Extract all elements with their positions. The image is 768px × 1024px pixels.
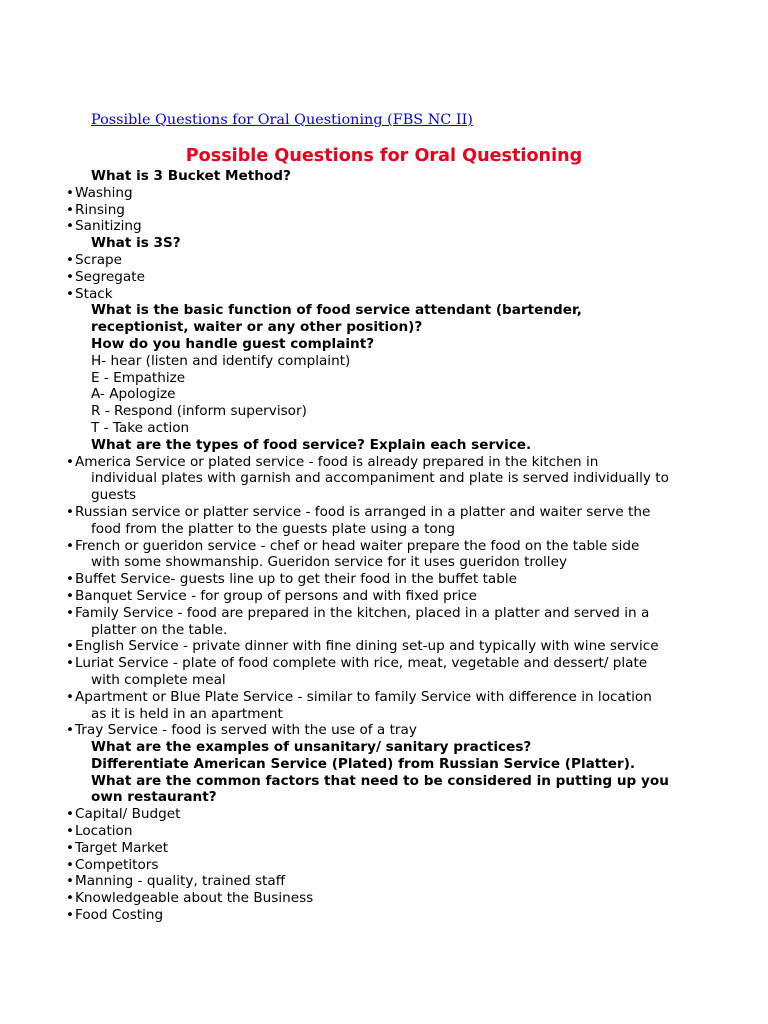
bullet-item-america-service: • America Service or plated service - food is already prepared in the kitchen in [0, 454, 768, 471]
bullet-continuation: food from the platter to the guests plate using a tong [91, 520, 455, 537]
question-restaurant-factors-cont: own restaurant? [91, 789, 217, 806]
bullet-item: • Food Costing [0, 907, 768, 924]
question-restaurant-factors: What are the common factors that need to be considered in putting up you [91, 772, 669, 789]
hear-step: H- hear (listen and identify complaint) [91, 352, 351, 369]
bullet-item-banquet-service: • Banquet Service - for group of persons and with fixed price [0, 588, 768, 605]
document-body [0, 168, 768, 924]
bullet-continuation: with complete meal [91, 671, 226, 688]
bullet-continuation: individual plates with garnish and accompaniment and plate is served individually to [91, 470, 669, 487]
apologize-step: A- Apologize [91, 386, 176, 403]
bullet-item-luriat-service: • Luriat Service - plate of food complete with rice, meat, vegetable and dessert/ plate [0, 655, 768, 672]
take-action-step: T - Take action [91, 419, 190, 436]
question-differentiate-service: Differentiate American Service (Plated) from Russian Service (Platter). [91, 755, 636, 772]
document-title-link[interactable]: Possible Questions for Oral Questioning (FBS NC II) [91, 112, 473, 128]
question-food-service-types: What are the types of food service? Explain each service. [91, 436, 532, 453]
bullet-item: • Competitors [0, 857, 768, 874]
bullet-item: • Sanitizing [0, 218, 768, 235]
bullet-item-french-service: • French or gueridon service - chef or head waiter prepare the food on the table side [0, 538, 768, 555]
question-basic-function: What is the basic function of food service attendant (bartender, [91, 302, 582, 319]
bullet-item: • Segregate [0, 269, 768, 286]
bullet-continuation: with some showmanship. Gueridon service for it uses gueridon trolley [91, 554, 567, 571]
bullet-item-tray-service: • Tray Service - food is served with the use of a tray [0, 722, 768, 739]
respond-step: R - Respond (inform supervisor) [91, 403, 307, 420]
bullet-item: • Washing [0, 185, 768, 202]
page-title: Possible Questions for Oral Questioning [185, 146, 583, 166]
bullet-item: • Location [0, 823, 768, 840]
question-3-bucket-method: What is 3 Bucket Method? [91, 168, 291, 184]
bullet-continuation: as it is held in an apartment [91, 705, 283, 722]
bullet-item: • Scrape [0, 252, 768, 269]
bullet-item-english-service: • English Service - private dinner with fine dining set-up and typically with wine service [0, 638, 768, 655]
bullet-item: • Capital/ Budget [0, 806, 768, 823]
question-3s: What is 3S? [91, 235, 181, 252]
bullet-item-apartment-service: • Apartment or Blue Plate Service - similar to family Service with difference in location [0, 689, 768, 706]
bullet-item-buffet-service: • Buffet Service- guests line up to get their food in the buffet table [0, 571, 768, 588]
bullet-item-family-service: • Family Service - food are prepared in the kitchen, placed in a platter and served in a [0, 605, 768, 622]
bullet-item: • Rinsing [0, 202, 768, 219]
bullet-item: • Manning - quality, trained staff [0, 873, 768, 890]
bullet-continuation: platter on the table. [91, 621, 228, 638]
empathize-step: E - Empathize [91, 369, 186, 386]
question-guest-complaint: How do you handle guest complaint? [91, 335, 375, 352]
bullet-item: • Stack [0, 286, 768, 303]
question-sanitary-practices: What are the examples of unsanitary/ sanitary practices? [91, 739, 532, 756]
bullet-continuation: guests [91, 487, 137, 504]
question-basic-function-cont: receptionist, waiter or any other position)? [91, 319, 423, 336]
bullet-item-russian-service: • Russian service or platter service - food is arranged in a platter and waiter serve the [0, 504, 768, 521]
bullet-item: • Knowledgeable about the Business [0, 890, 768, 907]
bullet-item: • Target Market [0, 840, 768, 857]
